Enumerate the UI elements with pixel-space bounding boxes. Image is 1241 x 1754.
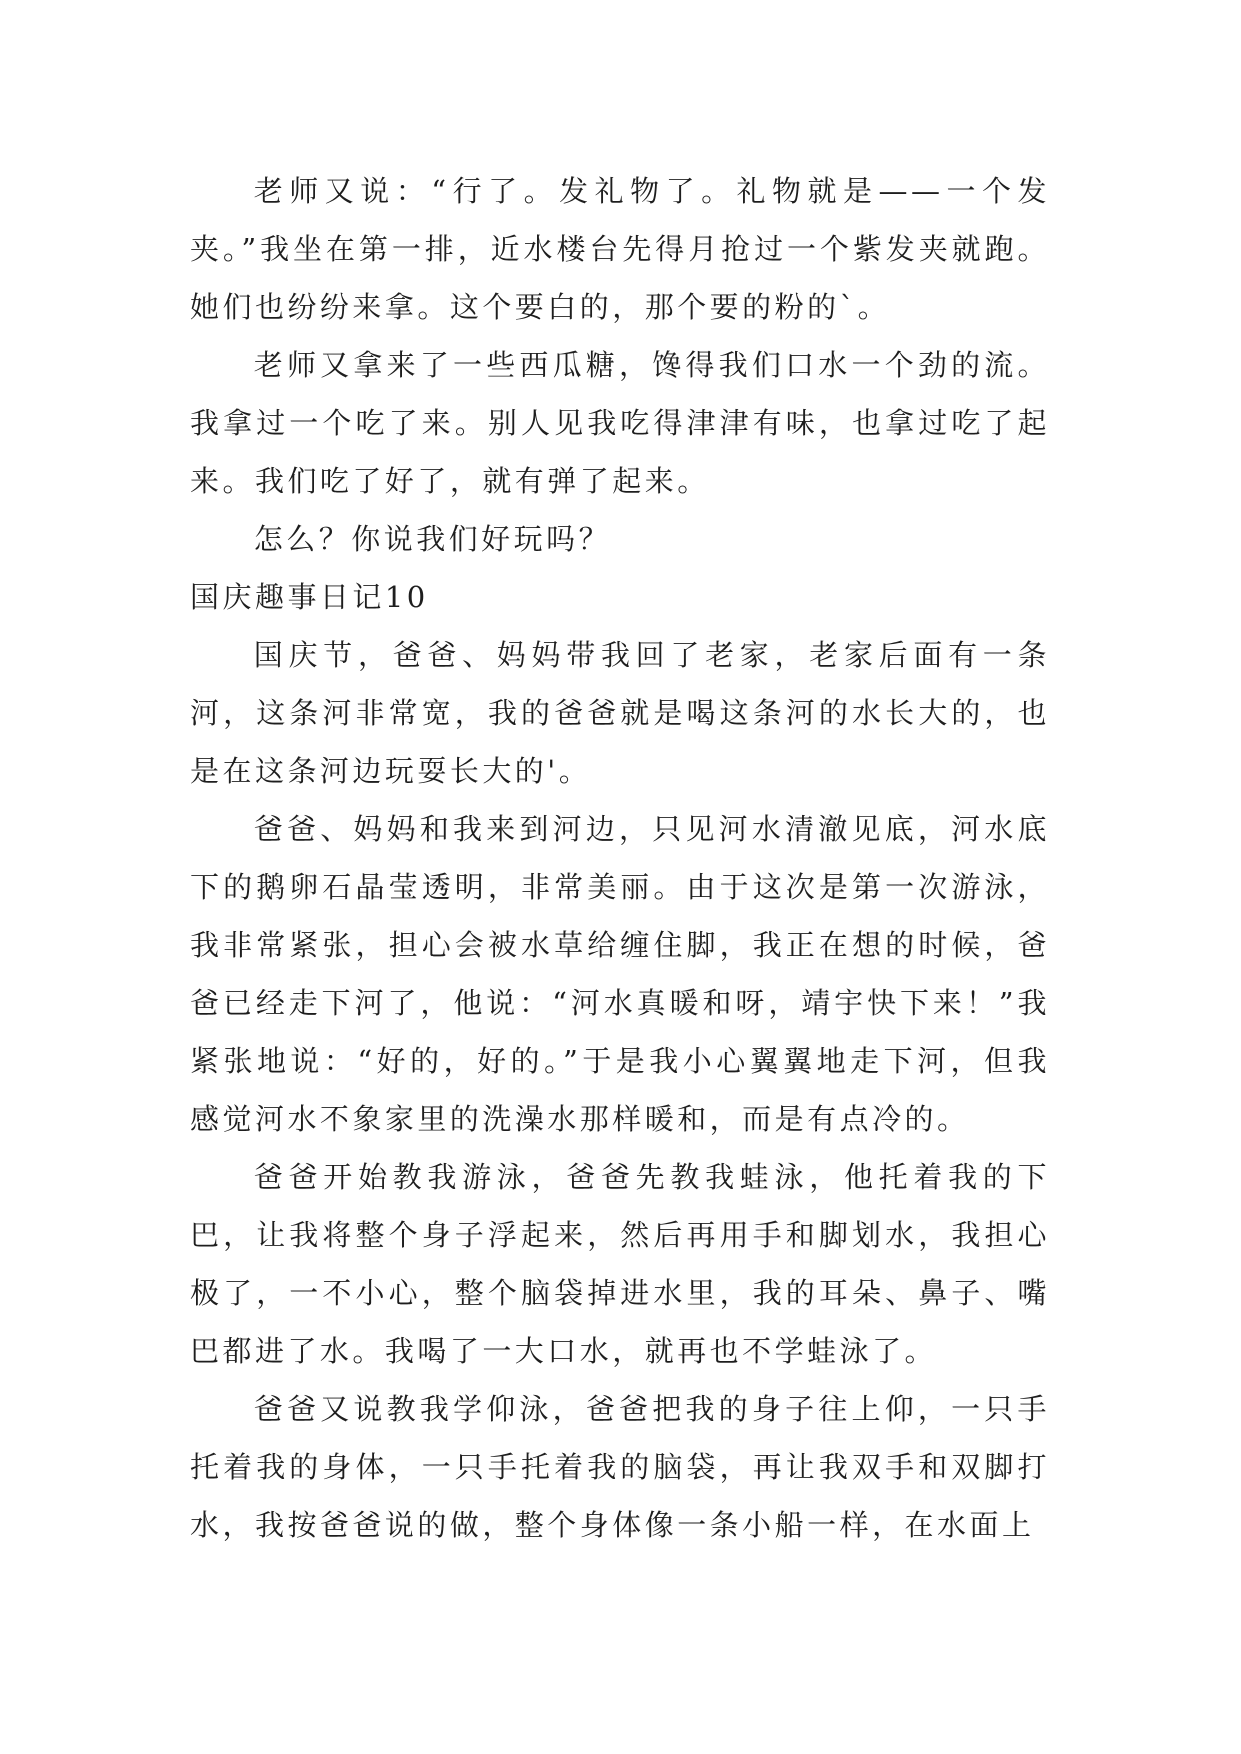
paragraph-hometown-river: 国庆节，爸爸、妈妈带我回了老家，老家后面有一条河，这条河非常宽，我的爸爸就是喝这条河的水长大的，也是在这条河边玩耍长大的'。 xyxy=(190,638,1050,788)
paragraph-candy: 老师又拿来了一些西瓜糖，馋得我们口水一个劲的流。我拿过一个吃了来。别人见我吃得津津有味，也拿过吃了起来。我们吃了好了，就有弹了起来。 xyxy=(190,348,1050,498)
paragraph-gift: 老师又说：“行了。发礼物了。礼物就是——一个发夹。”我坐在第一排，近水楼台先得月抢过一个紫发夹就跑。她们也纷纷来拿。这个要白的，那个要的粉的`。 xyxy=(190,174,1050,324)
paragraph-riverside: 爸爸、妈妈和我来到河边，只见河水清澈见底，河水底下的鹅卵石晶莹透明，非常美丽。由于这次是第一次游泳，我非常紧张，担心会被水草给缠住脚，我正在想的时候，爸爸已经走下河了，他说：“河水真暖和呀，靖宇快下来！”我紧张地说：“好的，好的。”于是我小心翼翼地走下河，但我感觉河水不象家里的洗澡水那样暖和，而是有点冷的。 xyxy=(190,812,1050,1136)
document-body xyxy=(190,162,1050,1554)
paragraph-question: 怎么？你说我们好玩吗？ xyxy=(253,522,612,556)
paragraph-backstroke: 爸爸又说教我学仰泳，爸爸把我的身子往上仰，一只手托着我的身体，一只手托着我的脑袋，再让我双手和双脚打水，我按爸爸说的做，整个身体像一条小船一样，在水面上 xyxy=(190,1392,1050,1542)
paragraph-breaststroke: 爸爸开始教我游泳，爸爸先教我蛙泳，他托着我的下巴，让我将整个身子浮起来，然后再用手和脚划水，我担心极了，一不小心，整个脑袋掉进水里，我的耳朵、鼻子、嘴巴都进了水。我喝了一大口水，就再也不学蛙泳了。 xyxy=(190,1160,1050,1368)
diary-heading: 国庆趣事日记10 xyxy=(190,580,429,614)
